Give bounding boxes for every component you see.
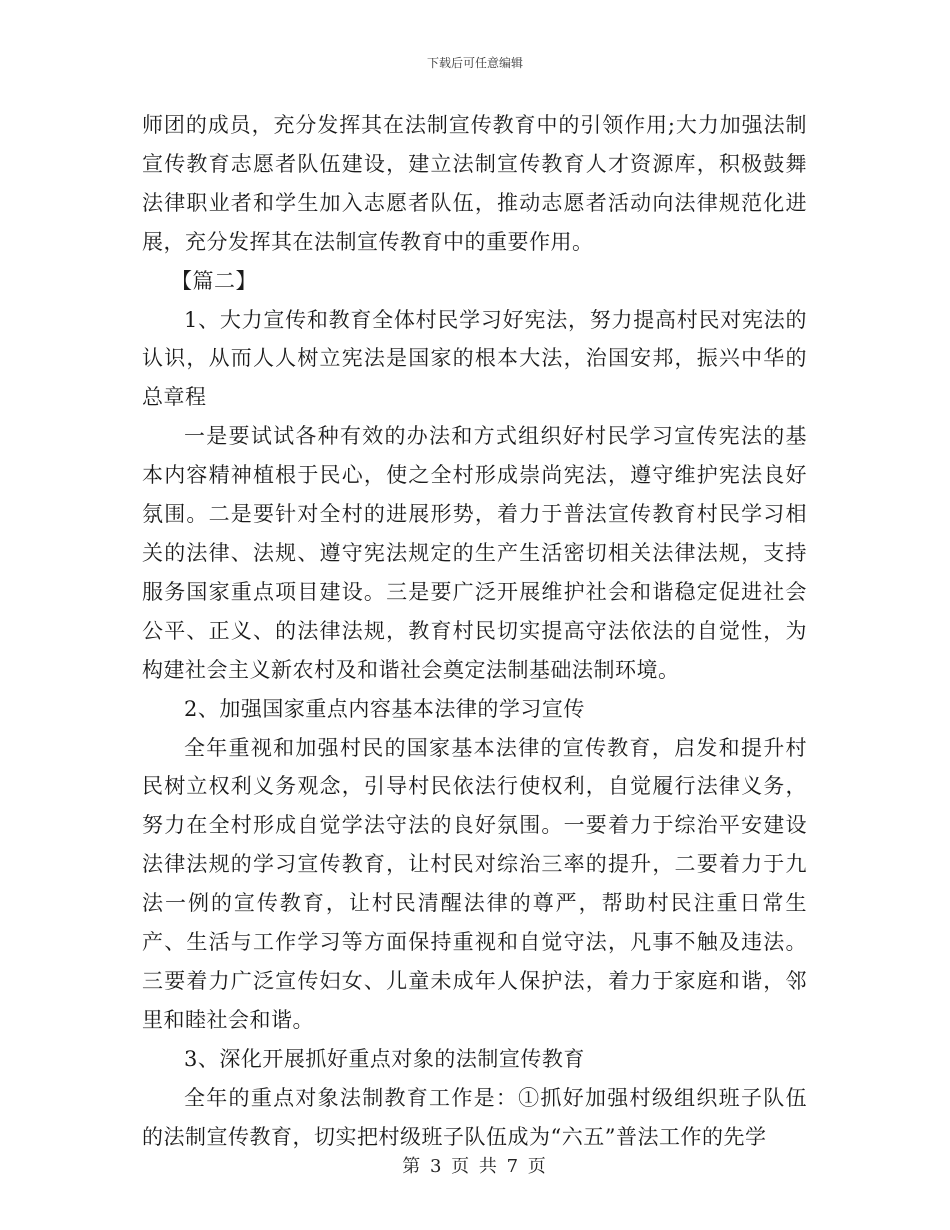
page-header: 下载后可任意编辑 [426,56,523,70]
page-footer: 第 3 页 共 7 页 [402,1156,548,1177]
paragraph-item-2: 2、加强国家重点内容基本法律的学习宣传 [184,696,585,721]
paragraph-body: 全年重视和加强村民的国家基本法律的宣传教育，启发和提升村民树立权利义务观念，引导村民依法行使权利，自觉履行法律义务，努力在全村形成自觉学法守法的良好氛围。一要着力于综治平安建设法律法规的学习宣传教育，让村民对综治三率的提升，二要着力于九法一例的宣传教育，让村民清醒法律的尊严，帮助村民注重日常生产、生活与工作学习等方面保持重视和自觉守法，凡事不触及违法。三要着力广泛宣传妇女、儿童未成年人保护法，着力于家庭和谐，邻里和睦社会和谐。 [142,735,807,1032]
section-heading: 【篇二】 [171,268,257,293]
paragraph-body: 一是要试试各种有效的办法和方式组织好村民学习宣传宪法的基本内容精神植根于民心，使之全村形成崇尚宪法，遵守维护宪法良好氛围。二是要针对全村的进展形势，着力于普法宣传教育村民学习相关的法律、法规、遵守宪法规定的生产生活密切相关法律法规，支持服务国家重点项目建设。三是要广泛开展维护社会和谐稳定促进社会公平、正义、的法律法规，教育村民切实提高守法依法的自觉性，为构建社会主义新农村及和谐社会奠定法制基础法制环境。 [142,424,807,682]
paragraph-item-3: 3、深化开展抓好重点对象的法制宣传教育 [184,1046,585,1071]
paragraph-body: 全年的重点对象法制教育工作是：①抓好加强村级组织班子队伍的法制宣传教育，切实把村级班子队伍成为“六五”普法工作的先学 [142,1085,807,1149]
document-body [142,106,807,1156]
paragraph-continuation: 师团的成员，充分发挥其在法制宣传教育中的引领作用;大力加强法制宣传教育志愿者队伍建设，建立法制宣传教育人才资源库，积极鼓舞法律职业者和学生加入志愿者队伍，推动志愿者活动向法律规范化进展，充分发挥其在法制宣传教育中的重要作用。 [142,113,807,254]
paragraph-item-1: 1、大力宣传和教育全体村民学习好宪法，努力提高村民对宪法的认识，从而人人树立宪法是国家的根本大法，治国安邦，振兴中华的总章程 [142,307,807,410]
